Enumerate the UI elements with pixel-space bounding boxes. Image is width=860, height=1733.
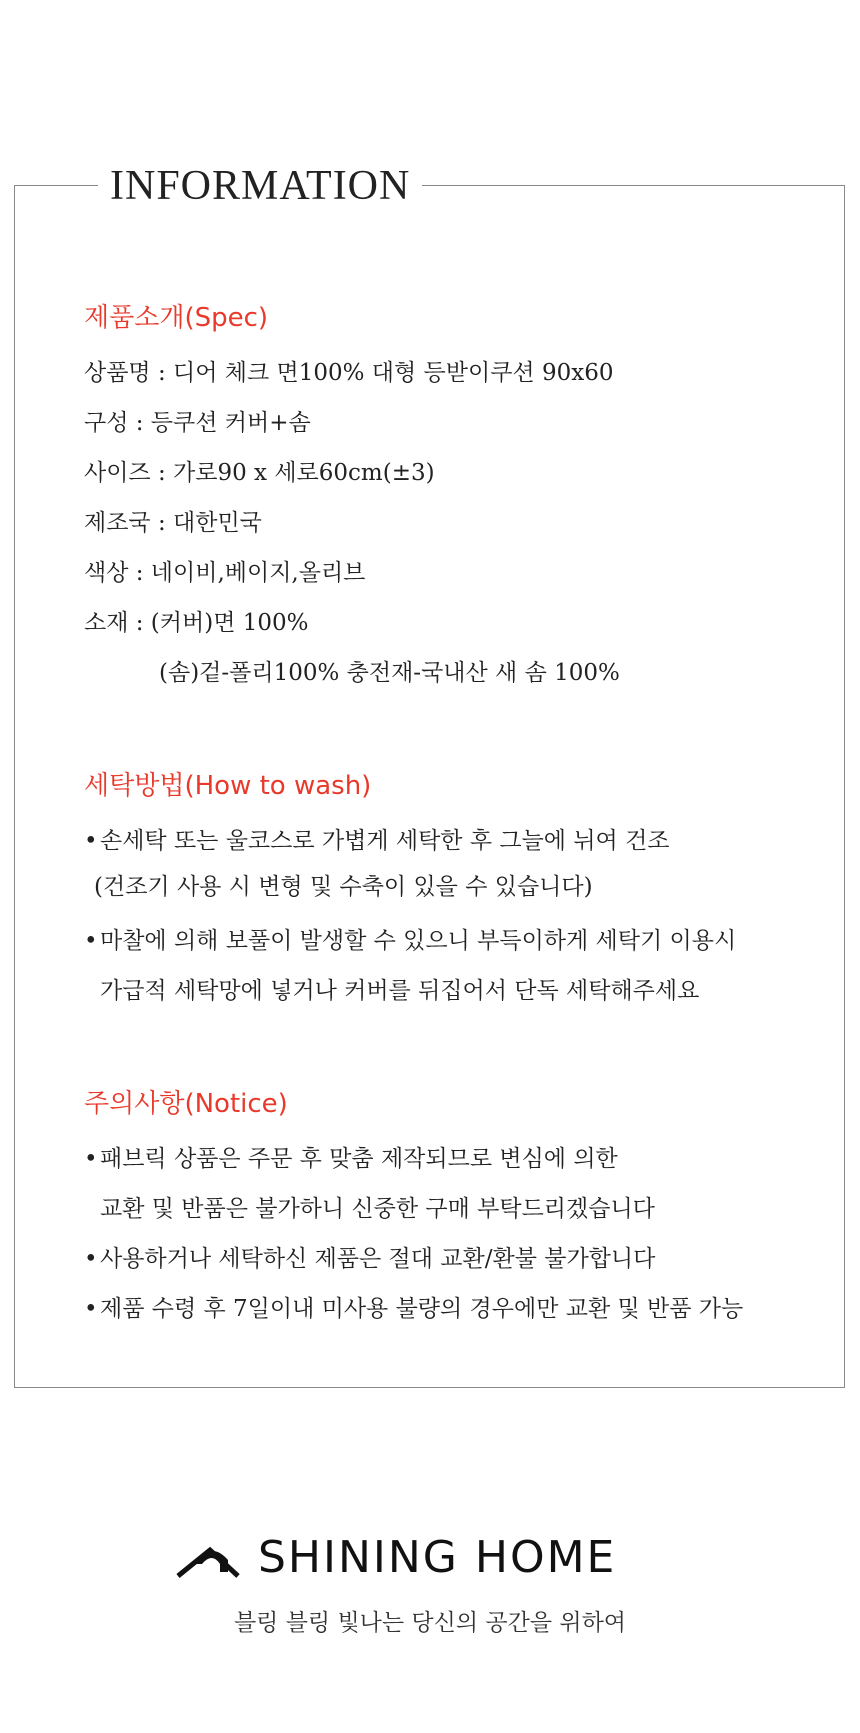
notice-title: 주의사항(Notice) (84, 1089, 288, 1119)
notice-bullet-2-text: 사용하거나 세탁하신 제품은 절대 교환/환불 불가합니다 (100, 1246, 656, 1272)
spec-product-name: 상품명 : 디어 체크 면100% 대형 등받이쿠션 90x60 (84, 360, 614, 386)
brand-logo (176, 1528, 686, 1588)
spec-country: 제조국 : 대한민국 (84, 510, 262, 536)
bullet-dot: • (84, 928, 98, 954)
wash-title: 세탁방법(How to wash) (84, 771, 372, 801)
spec-material: 소재 : (커버)면 100% (84, 610, 309, 636)
information-content (84, 300, 824, 1334)
notice-bullet-1-cont: 교환 및 반품은 불가하니 신중한 구매 부탁드리겠습니다 (100, 1196, 655, 1222)
wash-bullet-1 (84, 816, 824, 866)
notice-bullet-1-text: 패브릭 상품은 주문 후 맞춤 제작되므로 변심에 의한 (100, 1146, 618, 1172)
house-roof-icon (176, 1538, 240, 1578)
brand-name: SHINING HOME (258, 1532, 617, 1583)
brand-slogan: 블링 블링 빛나는 당신의 공간을 위하여 (233, 1610, 627, 1636)
bullet-dot: • (84, 1146, 98, 1172)
information-title: INFORMATION (98, 160, 422, 212)
spec-title: 제품소개(Spec) (84, 303, 269, 333)
spec-material-filling: (솜)겉-폴리100% 충전재-국내산 새 솜 100% (159, 660, 620, 686)
notice-bullet-1 (84, 1134, 824, 1184)
notice-bullet-3-text: 제품 수령 후 7일이내 미사용 불량의 경우에만 교환 및 반품 가능 (100, 1296, 744, 1322)
notice-bullet-3 (84, 1284, 824, 1334)
notice-bullet-2 (84, 1234, 824, 1284)
wash-bullet-1-note: (건조기 사용 시 변형 및 수축이 있을 수 있습니다) (94, 874, 593, 900)
bullet-dot: • (84, 828, 98, 854)
wash-bullet-2-cont: 가급적 세탁망에 넣거나 커버를 뒤집어서 단독 세탁해주세요 (100, 978, 700, 1004)
spec-composition: 구성 : 등쿠션 커버+솜 (84, 410, 311, 436)
wash-bullet-2 (84, 916, 824, 966)
spec-color: 색상 : 네이비,베이지,올리브 (84, 560, 366, 586)
bullet-dot: • (84, 1296, 98, 1322)
wash-bullet-1-text: 손세탁 또는 울코스로 가볍게 세탁한 후 그늘에 뉘여 건조 (100, 828, 670, 854)
bullet-dot: • (84, 1246, 98, 1272)
spec-size: 사이즈 : 가로90 x 세로60cm(±3) (84, 460, 435, 486)
wash-bullet-2-text: 마찰에 의해 보풀이 발생할 수 있으니 부득이하게 세탁기 이용시 (100, 928, 737, 954)
